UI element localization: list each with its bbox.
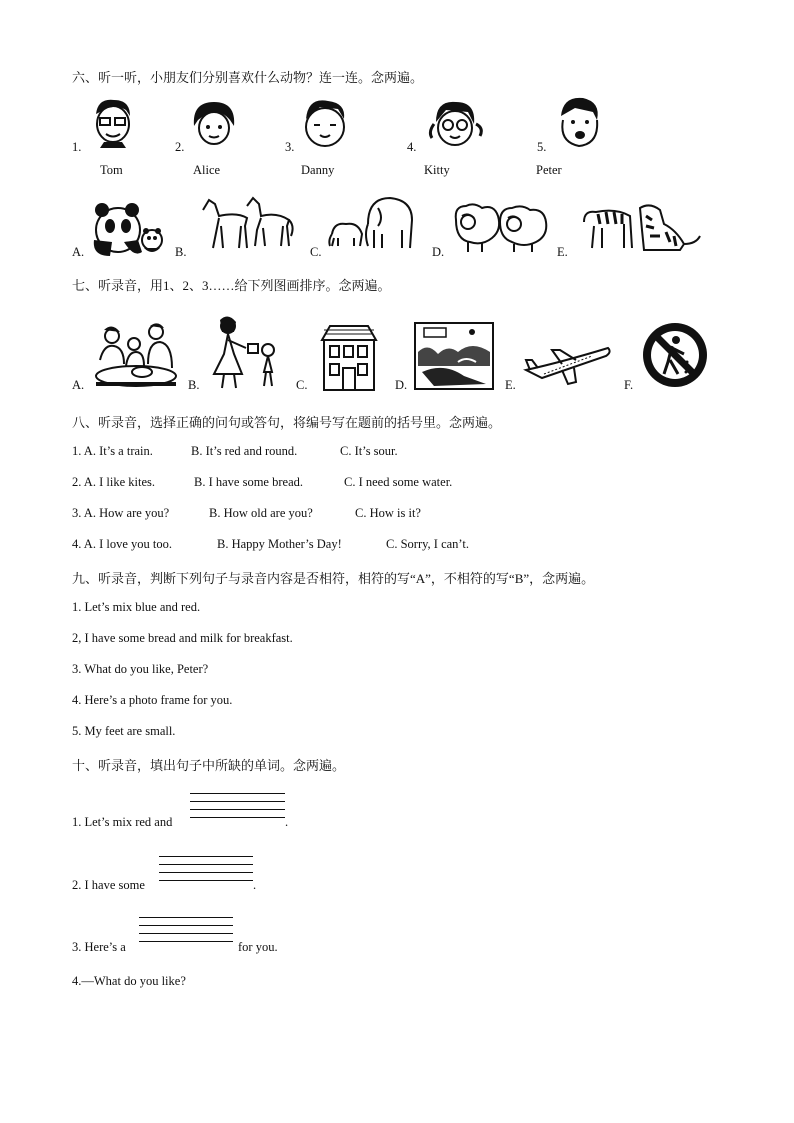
girl-face-icon	[190, 100, 238, 148]
statement: 1. Let’s mix blue and red.	[72, 600, 201, 614]
picture-letter: A.	[72, 378, 85, 392]
option-a: 4. A. I love you too.	[72, 537, 172, 551]
kid-name: Peter	[536, 163, 562, 177]
section-9-heading: 九、听录音，判断下列句子与录音内容是否相符，相符的写“A”，不相符的写“B”，念两遍。	[72, 571, 595, 586]
option-c: C. I need some water.	[344, 475, 453, 489]
statement: 2, I have some bread and milk for breakfast.	[72, 631, 293, 645]
option-a: 3. A. How are you?	[72, 506, 170, 520]
kid-name: Kitty	[424, 163, 450, 177]
tigers-icon	[580, 200, 702, 256]
option-b: B. Happy Mother’s Day!	[217, 537, 342, 551]
option-c: C. Sorry, I can’t.	[386, 537, 469, 551]
elephants-icon	[328, 194, 414, 252]
option-c: C. It’s sour.	[340, 444, 398, 458]
no-littering-icon	[640, 320, 710, 390]
animal-letter: D.	[432, 245, 445, 259]
fill-sentence-end: .	[253, 878, 257, 892]
picture-letter: C.	[296, 378, 308, 392]
house-icon	[320, 322, 378, 392]
statement: 3. What do you like, Peter?	[72, 662, 209, 676]
fill-sentence-end: for you.	[238, 940, 278, 954]
statement: 4. Here’s a photo frame for you.	[72, 693, 233, 707]
fill-sentence-end: .	[285, 815, 289, 829]
four-line-writing-blank[interactable]	[139, 917, 233, 942]
section-8-heading: 八、听录音，选择正确的问句或答句，将编号写在题前的括号里。念两遍。	[72, 415, 502, 430]
statement: 5. My feet are small.	[72, 724, 176, 738]
fill-sentence-start: 1. Let’s mix red and	[72, 815, 173, 829]
option-a: 2. A. I like kites.	[72, 475, 155, 489]
picture-letter: F.	[624, 378, 634, 392]
fill-sentence-start: 2. I have some	[72, 878, 145, 892]
animal-letter: B.	[175, 245, 187, 259]
kid-number: 4.	[407, 140, 417, 154]
option-b: B. I have some bread.	[194, 475, 303, 489]
option-b: B. How old are you?	[209, 506, 313, 520]
option-a: 1. A. It’s a train.	[72, 444, 153, 458]
kid-number: 1.	[72, 140, 82, 154]
section-7-heading: 七、听录音，用1、2、3……给下列图画排序。念两遍。	[72, 278, 391, 293]
boy-face-icon	[300, 97, 350, 149]
picture-letter: E.	[505, 378, 516, 392]
picture-letter: B.	[188, 378, 200, 392]
four-line-writing-blank[interactable]	[159, 856, 253, 881]
horses-icon	[197, 196, 295, 252]
boy-glasses-face-icon	[88, 96, 136, 148]
kid-name: Tom	[100, 163, 123, 177]
airplane-icon	[522, 340, 612, 386]
animal-letter: E.	[557, 245, 568, 259]
kid-name: Danny	[301, 163, 335, 177]
animal-letter: C.	[310, 245, 322, 259]
boy-shouting-face-icon	[553, 96, 605, 150]
sheep-icon	[452, 200, 548, 254]
girl-glasses-face-icon	[428, 98, 484, 150]
section-6-heading: 六、听一听，小朋友们分别喜欢什么动物？连一连。念两遍。	[72, 70, 424, 85]
mother-child-gift-icon	[206, 314, 284, 390]
family-picnic-icon	[90, 320, 182, 390]
animal-letter: A.	[72, 245, 85, 259]
kid-number: 3.	[285, 140, 295, 154]
panda-icon	[90, 200, 164, 258]
fill-sentence-start: 3. Here’s a	[72, 940, 126, 954]
park-scene-icon	[414, 322, 494, 390]
picture-letter: D.	[395, 378, 408, 392]
kid-number: 5.	[537, 140, 547, 154]
option-b: B. It’s red and round.	[191, 444, 298, 458]
fill-sentence-start: 4.—What do you like?	[72, 974, 186, 988]
kid-number: 2.	[175, 140, 185, 154]
section-10-heading: 十、听录音，填出句子中所缺的单词。念两遍。	[72, 758, 346, 773]
option-c: C. How is it?	[355, 506, 421, 520]
kid-name: Alice	[193, 163, 221, 177]
four-line-writing-blank[interactable]	[190, 793, 285, 818]
